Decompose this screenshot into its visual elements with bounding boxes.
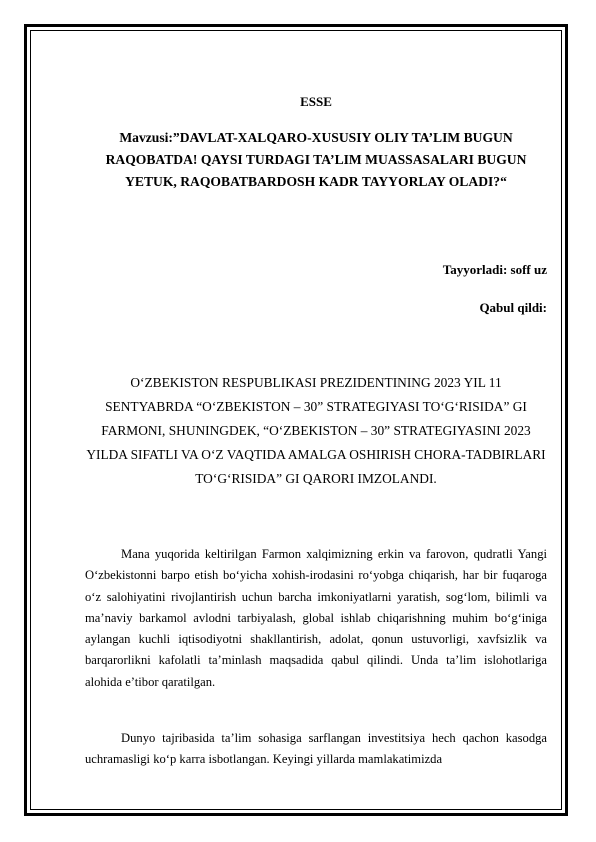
essay-topic: Mavzusi:”DAVLAT-XALQARO-XUSUSIY OLIY TA’LIM BUGUN RAQOBATDA! QAYSI TURDAGI TA’LIM MUASSASALARI BUGUN YETUK, RAQOBATBARDOSH KADR TAYYORLAY OLADI?“ (105, 130, 527, 189)
decree-announcement: O‘ZBEKISTON RESPUBLIKASI PREZIDENTINING 2023 YIL 11 SENTYABRDA “O‘ZBEKISTON – 30” STRATEGIYASI TO‘G‘RISIDA” GI FARMONI, SHUNINGDEK, “O‘ZBEKISTON – 30” STRATEGIYASINI 2023 YILDA SIFATLI VA O‘Z VAQTIDA AMALGA OSHIRISH CHORA-TADBIRLARI TO‘G‘RISIDA” GI QARORI IMZOLANDI. (86, 375, 546, 486)
document-content (85, 94, 547, 767)
accepted-by: Qabul qildi: (479, 300, 547, 315)
body-paragraph-1: Mana yuqorida keltirilgan Farmon xalqimizning erkin va farovon, qudratli Yangi O‘zbekistonni barpo etish bo‘yicha xohish-irodasini ro‘yobga chiqarish, har bir fuqaroga o‘z salohiyatini rivojlantirish uchun barcha imkoniyatlarni yaratish, sog‘lom, bilimli va ma’naviy barkamol avlodni tarbiyalash, global ishlab chiqarishning muhim bo‘g‘iniga aylangan kuchli iqtisodiyotni shakllantirish, adolat, qonun ustuvorligi, xavfsizlik va barqarorlikni kafolatli ta’minlash maqsadida qabul qilindi. Unda ta’lim islohotlariga alohida e’tibor qaratilgan. (85, 547, 547, 689)
document-heading: ESSE (300, 94, 332, 109)
body-paragraph-2: Dunyo tajribasida ta’lim sohasiga sarflangan investitsiya hech qachon kasodga uchramasligi ko‘p karra isbotlangan. Keyingi yillarda mamlakatimizda (85, 731, 547, 767)
prepared-by: Tayyorladi: soff uz (442, 262, 547, 277)
